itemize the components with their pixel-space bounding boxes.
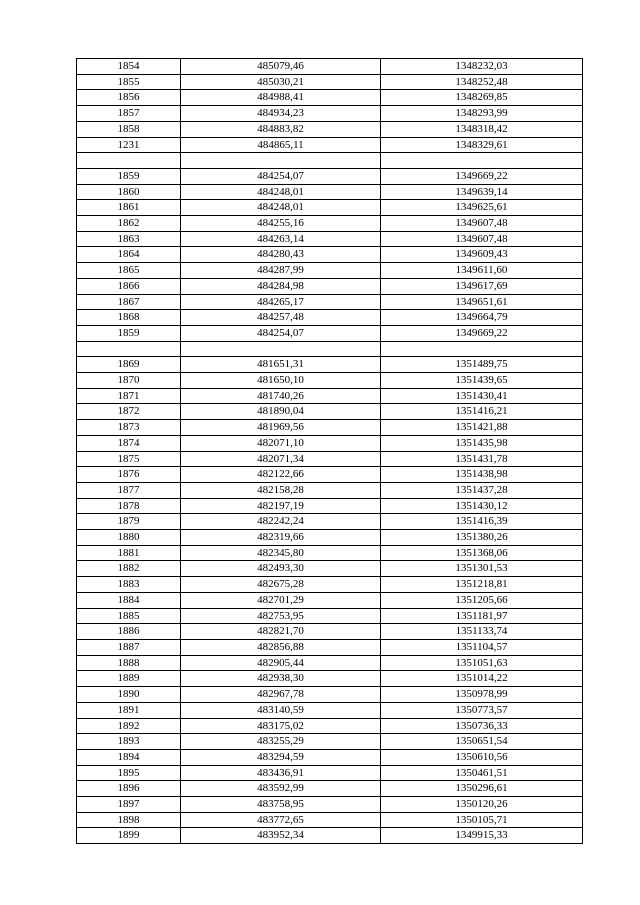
y-coordinate-cell: 1351430,12 — [381, 498, 583, 514]
point-number-cell: 1882 — [77, 561, 181, 577]
y-coordinate-cell: 1351368,06 — [381, 545, 583, 561]
point-number-cell: 1858 — [77, 121, 181, 137]
y-coordinate-cell: 1351421,88 — [381, 420, 583, 436]
point-number-cell: 1864 — [77, 247, 181, 263]
x-coordinate-cell: 482242,24 — [181, 514, 381, 530]
x-coordinate-cell: 483140,59 — [181, 702, 381, 718]
y-coordinate-cell: 1349607,48 — [381, 231, 583, 247]
x-coordinate-cell: 483952,34 — [181, 828, 381, 844]
x-coordinate-cell — [181, 341, 381, 357]
x-coordinate-cell: 485079,46 — [181, 59, 381, 75]
point-number-cell: 1868 — [77, 310, 181, 326]
point-number-cell: 1870 — [77, 373, 181, 389]
x-coordinate-cell: 485030,21 — [181, 74, 381, 90]
point-number-cell: 1879 — [77, 514, 181, 530]
x-coordinate-cell: 483592,99 — [181, 781, 381, 797]
x-coordinate-cell: 484287,99 — [181, 263, 381, 279]
y-coordinate-cell: 1349617,69 — [381, 278, 583, 294]
table-row — [77, 184, 583, 200]
table-row — [77, 467, 583, 483]
point-number-cell: 1862 — [77, 216, 181, 232]
y-coordinate-cell: 1351437,28 — [381, 482, 583, 498]
table-row — [77, 168, 583, 184]
x-coordinate-cell — [181, 153, 381, 169]
x-coordinate-cell: 484248,01 — [181, 184, 381, 200]
point-number-cell: 1883 — [77, 577, 181, 593]
x-coordinate-cell: 482071,10 — [181, 435, 381, 451]
y-coordinate-cell: 1351380,26 — [381, 530, 583, 546]
x-coordinate-cell: 482122,66 — [181, 467, 381, 483]
point-number-cell: 1865 — [77, 263, 181, 279]
x-coordinate-cell: 484284,98 — [181, 278, 381, 294]
y-coordinate-cell: 1351416,21 — [381, 404, 583, 420]
table-row — [77, 216, 583, 232]
x-coordinate-cell: 482701,29 — [181, 592, 381, 608]
table-row — [77, 545, 583, 561]
x-coordinate-cell: 483255,29 — [181, 734, 381, 750]
y-coordinate-cell: 1351301,53 — [381, 561, 583, 577]
table-row — [77, 247, 583, 263]
table-row — [77, 121, 583, 137]
point-number-cell: 1873 — [77, 420, 181, 436]
x-coordinate-cell: 484254,07 — [181, 168, 381, 184]
y-coordinate-cell: 1350978,99 — [381, 687, 583, 703]
point-number-cell: 1875 — [77, 451, 181, 467]
coordinates-table-body — [77, 59, 583, 844]
point-number-cell: 1857 — [77, 106, 181, 122]
point-number-cell: 1895 — [77, 765, 181, 781]
point-number-cell: 1889 — [77, 671, 181, 687]
point-number-cell: 1861 — [77, 200, 181, 216]
point-number-cell: 1890 — [77, 687, 181, 703]
x-coordinate-cell: 482071,34 — [181, 451, 381, 467]
x-coordinate-cell: 482319,66 — [181, 530, 381, 546]
x-coordinate-cell: 483175,02 — [181, 718, 381, 734]
table-row — [77, 514, 583, 530]
point-number-cell: 1893 — [77, 734, 181, 750]
point-number-cell: 1887 — [77, 639, 181, 655]
table-row — [77, 137, 583, 153]
table-row — [77, 357, 583, 373]
x-coordinate-cell: 484883,82 — [181, 121, 381, 137]
x-coordinate-cell: 481740,26 — [181, 388, 381, 404]
y-coordinate-cell: 1350461,51 — [381, 765, 583, 781]
point-number-cell: 1876 — [77, 467, 181, 483]
table-row — [77, 592, 583, 608]
x-coordinate-cell: 484257,48 — [181, 310, 381, 326]
x-coordinate-cell: 484255,16 — [181, 216, 381, 232]
point-number-cell: 1891 — [77, 702, 181, 718]
y-coordinate-cell: 1349625,61 — [381, 200, 583, 216]
y-coordinate-cell: 1351181,97 — [381, 608, 583, 624]
y-coordinate-cell: 1351489,75 — [381, 357, 583, 373]
x-coordinate-cell: 484865,11 — [181, 137, 381, 153]
x-coordinate-cell: 481650,10 — [181, 373, 381, 389]
table-row — [77, 388, 583, 404]
point-number-cell: 1854 — [77, 59, 181, 75]
y-coordinate-cell: 1349607,48 — [381, 216, 583, 232]
table-row — [77, 404, 583, 420]
y-coordinate-cell: 1350651,54 — [381, 734, 583, 750]
x-coordinate-cell: 482158,28 — [181, 482, 381, 498]
x-coordinate-cell: 484254,07 — [181, 325, 381, 341]
table-row — [77, 482, 583, 498]
table-row — [77, 231, 583, 247]
y-coordinate-cell: 1349664,79 — [381, 310, 583, 326]
y-coordinate-cell: 1351431,78 — [381, 451, 583, 467]
y-coordinate-cell: 1351104,57 — [381, 639, 583, 655]
y-coordinate-cell: 1351218,81 — [381, 577, 583, 593]
table-row — [77, 200, 583, 216]
table-row — [77, 530, 583, 546]
point-number-cell: 1878 — [77, 498, 181, 514]
point-number-cell: 1899 — [77, 828, 181, 844]
y-coordinate-cell: 1349609,43 — [381, 247, 583, 263]
y-coordinate-cell: 1349669,22 — [381, 168, 583, 184]
table-row — [77, 106, 583, 122]
x-coordinate-cell: 483758,95 — [181, 797, 381, 813]
point-number-cell — [77, 341, 181, 357]
point-number-cell: 1884 — [77, 592, 181, 608]
x-coordinate-cell: 483772,65 — [181, 812, 381, 828]
x-coordinate-cell: 482821,70 — [181, 624, 381, 640]
y-coordinate-cell: 1348318,42 — [381, 121, 583, 137]
point-number-cell: 1885 — [77, 608, 181, 624]
x-coordinate-cell: 483436,91 — [181, 765, 381, 781]
table-row — [77, 781, 583, 797]
coordinates-table — [76, 58, 583, 844]
table-row — [77, 435, 583, 451]
table-row — [77, 828, 583, 844]
x-coordinate-cell: 482493,30 — [181, 561, 381, 577]
x-coordinate-cell: 482753,95 — [181, 608, 381, 624]
table-row — [77, 718, 583, 734]
point-number-cell: 1877 — [77, 482, 181, 498]
point-number-cell: 1860 — [77, 184, 181, 200]
x-coordinate-cell: 482197,19 — [181, 498, 381, 514]
y-coordinate-cell: 1349611,60 — [381, 263, 583, 279]
x-coordinate-cell: 481890,04 — [181, 404, 381, 420]
table-row — [77, 310, 583, 326]
table-row — [77, 90, 583, 106]
y-coordinate-cell — [381, 153, 583, 169]
y-coordinate-cell: 1351014,22 — [381, 671, 583, 687]
y-coordinate-cell: 1349639,14 — [381, 184, 583, 200]
table-row — [77, 294, 583, 310]
point-number-cell: 1859 — [77, 168, 181, 184]
point-number-cell: 1855 — [77, 74, 181, 90]
x-coordinate-cell: 483294,59 — [181, 749, 381, 765]
x-coordinate-cell: 484248,01 — [181, 200, 381, 216]
table-row — [77, 624, 583, 640]
point-number-cell: 1871 — [77, 388, 181, 404]
separator-row — [77, 341, 583, 357]
table-row — [77, 765, 583, 781]
y-coordinate-cell: 1351438,98 — [381, 467, 583, 483]
table-row — [77, 812, 583, 828]
point-number-cell: 1881 — [77, 545, 181, 561]
y-coordinate-cell: 1350736,33 — [381, 718, 583, 734]
y-coordinate-cell: 1351133,74 — [381, 624, 583, 640]
y-coordinate-cell: 1351205,66 — [381, 592, 583, 608]
table-row — [77, 498, 583, 514]
x-coordinate-cell: 484280,43 — [181, 247, 381, 263]
table-row — [77, 59, 583, 75]
y-coordinate-cell: 1348329,61 — [381, 137, 583, 153]
point-number-cell: 1896 — [77, 781, 181, 797]
point-number-cell: 1894 — [77, 749, 181, 765]
point-number-cell: 1892 — [77, 718, 181, 734]
point-number-cell: 1897 — [77, 797, 181, 813]
point-number-cell: 1859 — [77, 325, 181, 341]
x-coordinate-cell: 482905,44 — [181, 655, 381, 671]
y-coordinate-cell: 1348293,99 — [381, 106, 583, 122]
y-coordinate-cell: 1349669,22 — [381, 325, 583, 341]
x-coordinate-cell: 482345,80 — [181, 545, 381, 561]
point-number-cell: 1888 — [77, 655, 181, 671]
y-coordinate-cell: 1350610,56 — [381, 749, 583, 765]
point-number-cell — [77, 153, 181, 169]
point-number-cell: 1867 — [77, 294, 181, 310]
x-coordinate-cell: 481969,56 — [181, 420, 381, 436]
y-coordinate-cell: 1349651,61 — [381, 294, 583, 310]
point-number-cell: 1886 — [77, 624, 181, 640]
x-coordinate-cell: 482856,88 — [181, 639, 381, 655]
y-coordinate-cell: 1351416,39 — [381, 514, 583, 530]
x-coordinate-cell: 484263,14 — [181, 231, 381, 247]
table-row — [77, 749, 583, 765]
x-coordinate-cell: 482675,28 — [181, 577, 381, 593]
y-coordinate-cell: 1351430,41 — [381, 388, 583, 404]
y-coordinate-cell: 1351439,65 — [381, 373, 583, 389]
table-row — [77, 420, 583, 436]
table-row — [77, 734, 583, 750]
table-row — [77, 373, 583, 389]
x-coordinate-cell: 482967,78 — [181, 687, 381, 703]
y-coordinate-cell — [381, 341, 583, 357]
table-row — [77, 278, 583, 294]
table-row — [77, 325, 583, 341]
x-coordinate-cell: 482938,30 — [181, 671, 381, 687]
point-number-cell: 1869 — [77, 357, 181, 373]
table-row — [77, 671, 583, 687]
point-number-cell: 1866 — [77, 278, 181, 294]
y-coordinate-cell: 1350296,61 — [381, 781, 583, 797]
y-coordinate-cell: 1349915,33 — [381, 828, 583, 844]
table-row — [77, 797, 583, 813]
table-row — [77, 639, 583, 655]
y-coordinate-cell: 1348269,85 — [381, 90, 583, 106]
y-coordinate-cell: 1350105,71 — [381, 812, 583, 828]
y-coordinate-cell: 1351435,98 — [381, 435, 583, 451]
point-number-cell: 1898 — [77, 812, 181, 828]
table-row — [77, 263, 583, 279]
table-row — [77, 702, 583, 718]
table-row — [77, 655, 583, 671]
y-coordinate-cell: 1351051,63 — [381, 655, 583, 671]
table-row — [77, 687, 583, 703]
point-number-cell: 1856 — [77, 90, 181, 106]
separator-row — [77, 153, 583, 169]
point-number-cell: 1863 — [77, 231, 181, 247]
y-coordinate-cell: 1348232,03 — [381, 59, 583, 75]
x-coordinate-cell: 481651,31 — [181, 357, 381, 373]
y-coordinate-cell: 1350120,26 — [381, 797, 583, 813]
y-coordinate-cell: 1350773,57 — [381, 702, 583, 718]
table-row — [77, 451, 583, 467]
point-number-cell: 1872 — [77, 404, 181, 420]
point-number-cell: 1874 — [77, 435, 181, 451]
x-coordinate-cell: 484265,17 — [181, 294, 381, 310]
point-number-cell: 1880 — [77, 530, 181, 546]
table-row — [77, 577, 583, 593]
y-coordinate-cell: 1348252,48 — [381, 74, 583, 90]
x-coordinate-cell: 484988,41 — [181, 90, 381, 106]
point-number-cell: 1231 — [77, 137, 181, 153]
table-row — [77, 608, 583, 624]
x-coordinate-cell: 484934,23 — [181, 106, 381, 122]
table-row — [77, 74, 583, 90]
table-row — [77, 561, 583, 577]
